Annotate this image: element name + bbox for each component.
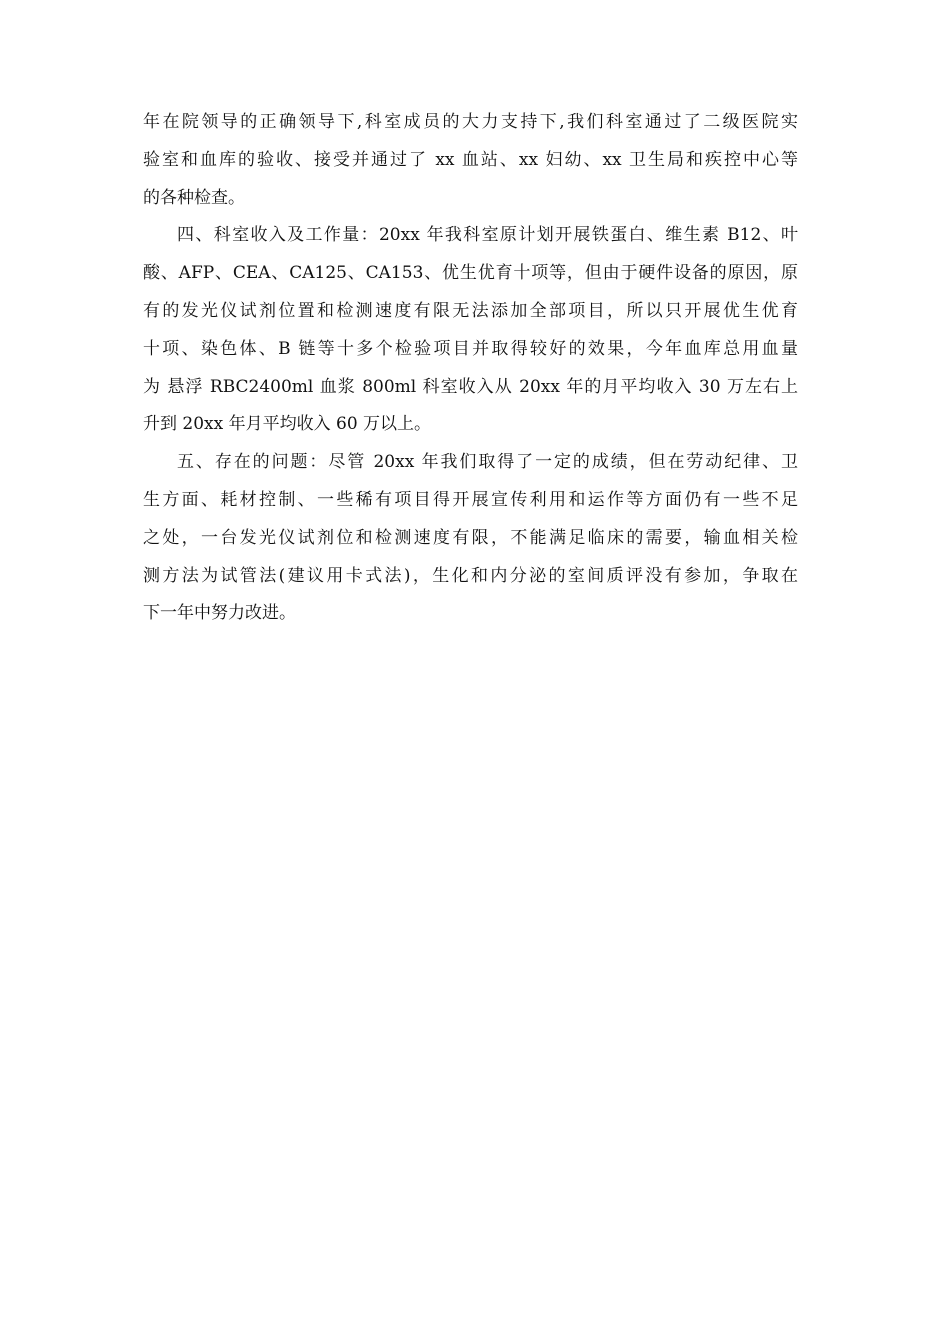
- text-line: 验室和血库的验收、接受并通过了 xx 血站、xx 妇幼、xx 卫生局和疾控中心等: [143, 149, 798, 170]
- text-line: 年在院领导的正确领导下,科室成员的大力支持下,我们科室通过了二级医院实: [143, 112, 798, 132]
- paragraph-intro-continuation: [143, 104, 798, 217]
- text-line: 有的发光仪试剂位置和检测速度有限无法添加全部项目，所以只开展优生优育: [143, 300, 798, 321]
- text-line: 酸、AFP、CEA、CA125、CA153、优生优育十项等，但由于硬件设备的原因，原: [143, 263, 798, 284]
- text-line: 十项、染色体、B 链等十多个检验项目并取得较好的效果，今年血库总用血量: [143, 338, 798, 359]
- text-line: 下一年中努力改进。: [143, 603, 296, 624]
- text-line: 四、科室收入及工作量：20xx 年我科室原计划开展铁蛋白、维生素 B12、叶: [177, 225, 798, 246]
- document-body: [143, 104, 798, 633]
- text-line: 生方面、耗材控制、一些稀有项目得开展宣传利用和运作等方面仍有一些不足: [143, 489, 798, 510]
- text-line: 之处，一台发光仪试剂位和检测速度有限，不能满足临床的需要，输血相关检: [143, 527, 798, 548]
- paragraph-section-4-income-workload: [143, 217, 798, 444]
- text-line: 测方法为试管法(建议用卡式法)，生化和内分泌的室间质评没有参加，争取在: [143, 565, 798, 586]
- paragraph-section-5-problems: [143, 444, 798, 633]
- text-line: 为 悬浮 RBC2400ml 血浆 800ml 科室收入从 20xx 年的月平均收入 30 万左右上: [143, 376, 798, 397]
- text-line: 五、存在的问题：尽管 20xx 年我们取得了一定的成绩，但在劳动纪律、卫: [177, 452, 798, 473]
- text-line: 的各种检查。: [143, 187, 245, 208]
- text-line: 升到 20xx 年月平均收入 60 万以上。: [143, 414, 432, 435]
